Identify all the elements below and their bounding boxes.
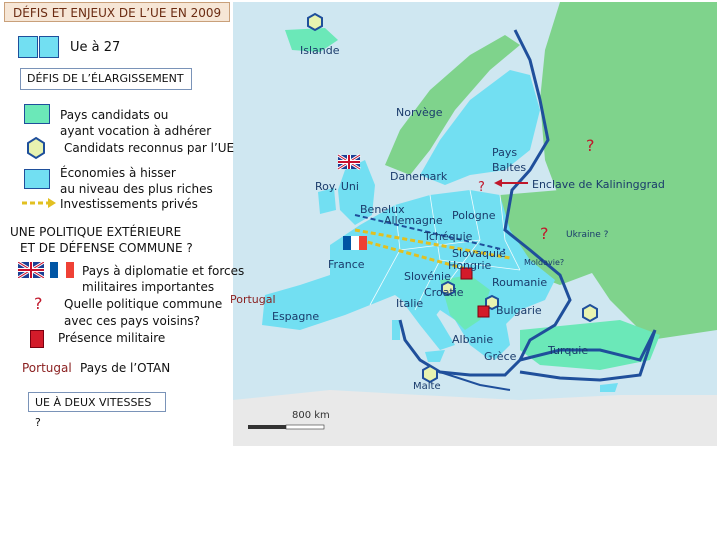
- nato-example: Portugal: [22, 361, 72, 375]
- question-mark-ukraine: ?: [540, 224, 549, 243]
- label-danemark: Danemark: [390, 170, 448, 183]
- label-albanie: Albanie: [452, 333, 494, 346]
- malta-hexagon: [423, 366, 437, 382]
- ue27-label: Ue à 27: [70, 40, 121, 55]
- economies-swatch: [24, 169, 50, 189]
- label-pays-baltes-2: Baltes: [492, 161, 527, 174]
- candidates-line1: Pays candidats ou: [60, 108, 169, 122]
- label-pologne: Pologne: [452, 209, 496, 222]
- scale-label: 800 km: [292, 410, 330, 421]
- label-croatie: Croatie: [424, 286, 464, 299]
- label-turquie: Turquie: [548, 344, 589, 357]
- candidate-swatch: [24, 104, 50, 124]
- label-portugal: Portugal: [230, 293, 276, 306]
- uk-flag-icon: [18, 262, 44, 278]
- label-kaliningrad: Enclave de Kalininggrad: [532, 178, 665, 191]
- foreign-policy-line1: UNE POLITIQUE EXTÉRIEURE: [10, 225, 182, 239]
- label-italie: Italie: [396, 297, 424, 310]
- nato-label: Pays de l’OTAN: [80, 361, 171, 375]
- label-moldavie: Moldavie?: [524, 258, 565, 267]
- military-presence-2: [478, 306, 489, 317]
- common-policy-line2: avec ces pays voisins?: [64, 314, 201, 328]
- label-allemagne: Allemagne: [384, 214, 443, 227]
- ue27-swatch: [18, 36, 38, 58]
- diplomacy-line1: Pays à diplomatie et forces: [82, 264, 245, 278]
- question-mark-russia: ?: [586, 136, 595, 155]
- private-investments-label: Investissements privés: [60, 197, 198, 211]
- sardinia-land: [392, 320, 400, 340]
- label-malte: Malte: [413, 381, 441, 392]
- label-pays-baltes-1: Pays: [492, 146, 518, 159]
- label-france: France: [328, 258, 365, 271]
- recognized-candidates-label: Candidats reconnus par l’UE: [64, 141, 235, 155]
- uk-flag-map: [338, 155, 360, 169]
- scale-bar: [248, 425, 286, 429]
- question-mark-baltic: ?: [478, 180, 485, 195]
- label-roumanie: Roumanie: [492, 276, 548, 289]
- label-roy-uni: Roy. Uni: [315, 180, 359, 193]
- economies-line2: au niveau des plus riches: [60, 182, 213, 196]
- label-islande: Islande: [300, 44, 340, 57]
- recognized-candidate-hexagon-icon: [25, 136, 47, 160]
- diplomacy-line2: militaires importantes: [82, 280, 215, 294]
- label-norvege: Norvège: [396, 106, 443, 119]
- label-hongrie: Hongrie: [448, 259, 492, 272]
- france-flag-icon: [50, 262, 74, 278]
- label-slovaquie: Slovaquie: [452, 247, 506, 260]
- label-benelux: Benelux: [360, 203, 405, 216]
- military-presence-swatch: [30, 330, 44, 348]
- france-flag-map: [343, 236, 367, 250]
- private-investment-arrow-icon: [20, 196, 58, 210]
- label-grece: Grèce: [484, 350, 517, 363]
- label-slovenie: Slovénie: [404, 270, 451, 283]
- iceland-hexagon: [308, 14, 322, 30]
- two-speed-box: UE À DEUX VITESSES ?: [28, 392, 166, 412]
- foreign-policy-line2: ET DE DÉFENSE COMMUNE ?: [20, 241, 193, 255]
- question-mark-icon: ?: [34, 294, 43, 313]
- ue27-swatch-2: [39, 36, 59, 58]
- turkey-hexagon: [583, 305, 597, 321]
- label-tchequie: Tchéquie: [424, 230, 473, 243]
- military-presence-label: Présence militaire: [58, 331, 166, 345]
- label-bulgarie: Bulgarie: [496, 304, 542, 317]
- enlargement-heading: DÉFIS DE L’ÉLARGISSEMENT: [20, 68, 192, 90]
- common-policy-line1: Quelle politique commune: [64, 297, 223, 311]
- label-ukraine: Ukraine ?: [566, 230, 609, 240]
- label-espagne: Espagne: [272, 310, 320, 323]
- economies-line1: Économies à hisser: [60, 166, 176, 180]
- candidates-line2: ayant vocation à adhérer: [60, 124, 212, 138]
- map-title: DÉFIS ET ENJEUX DE L’UE EN 2009: [4, 2, 230, 22]
